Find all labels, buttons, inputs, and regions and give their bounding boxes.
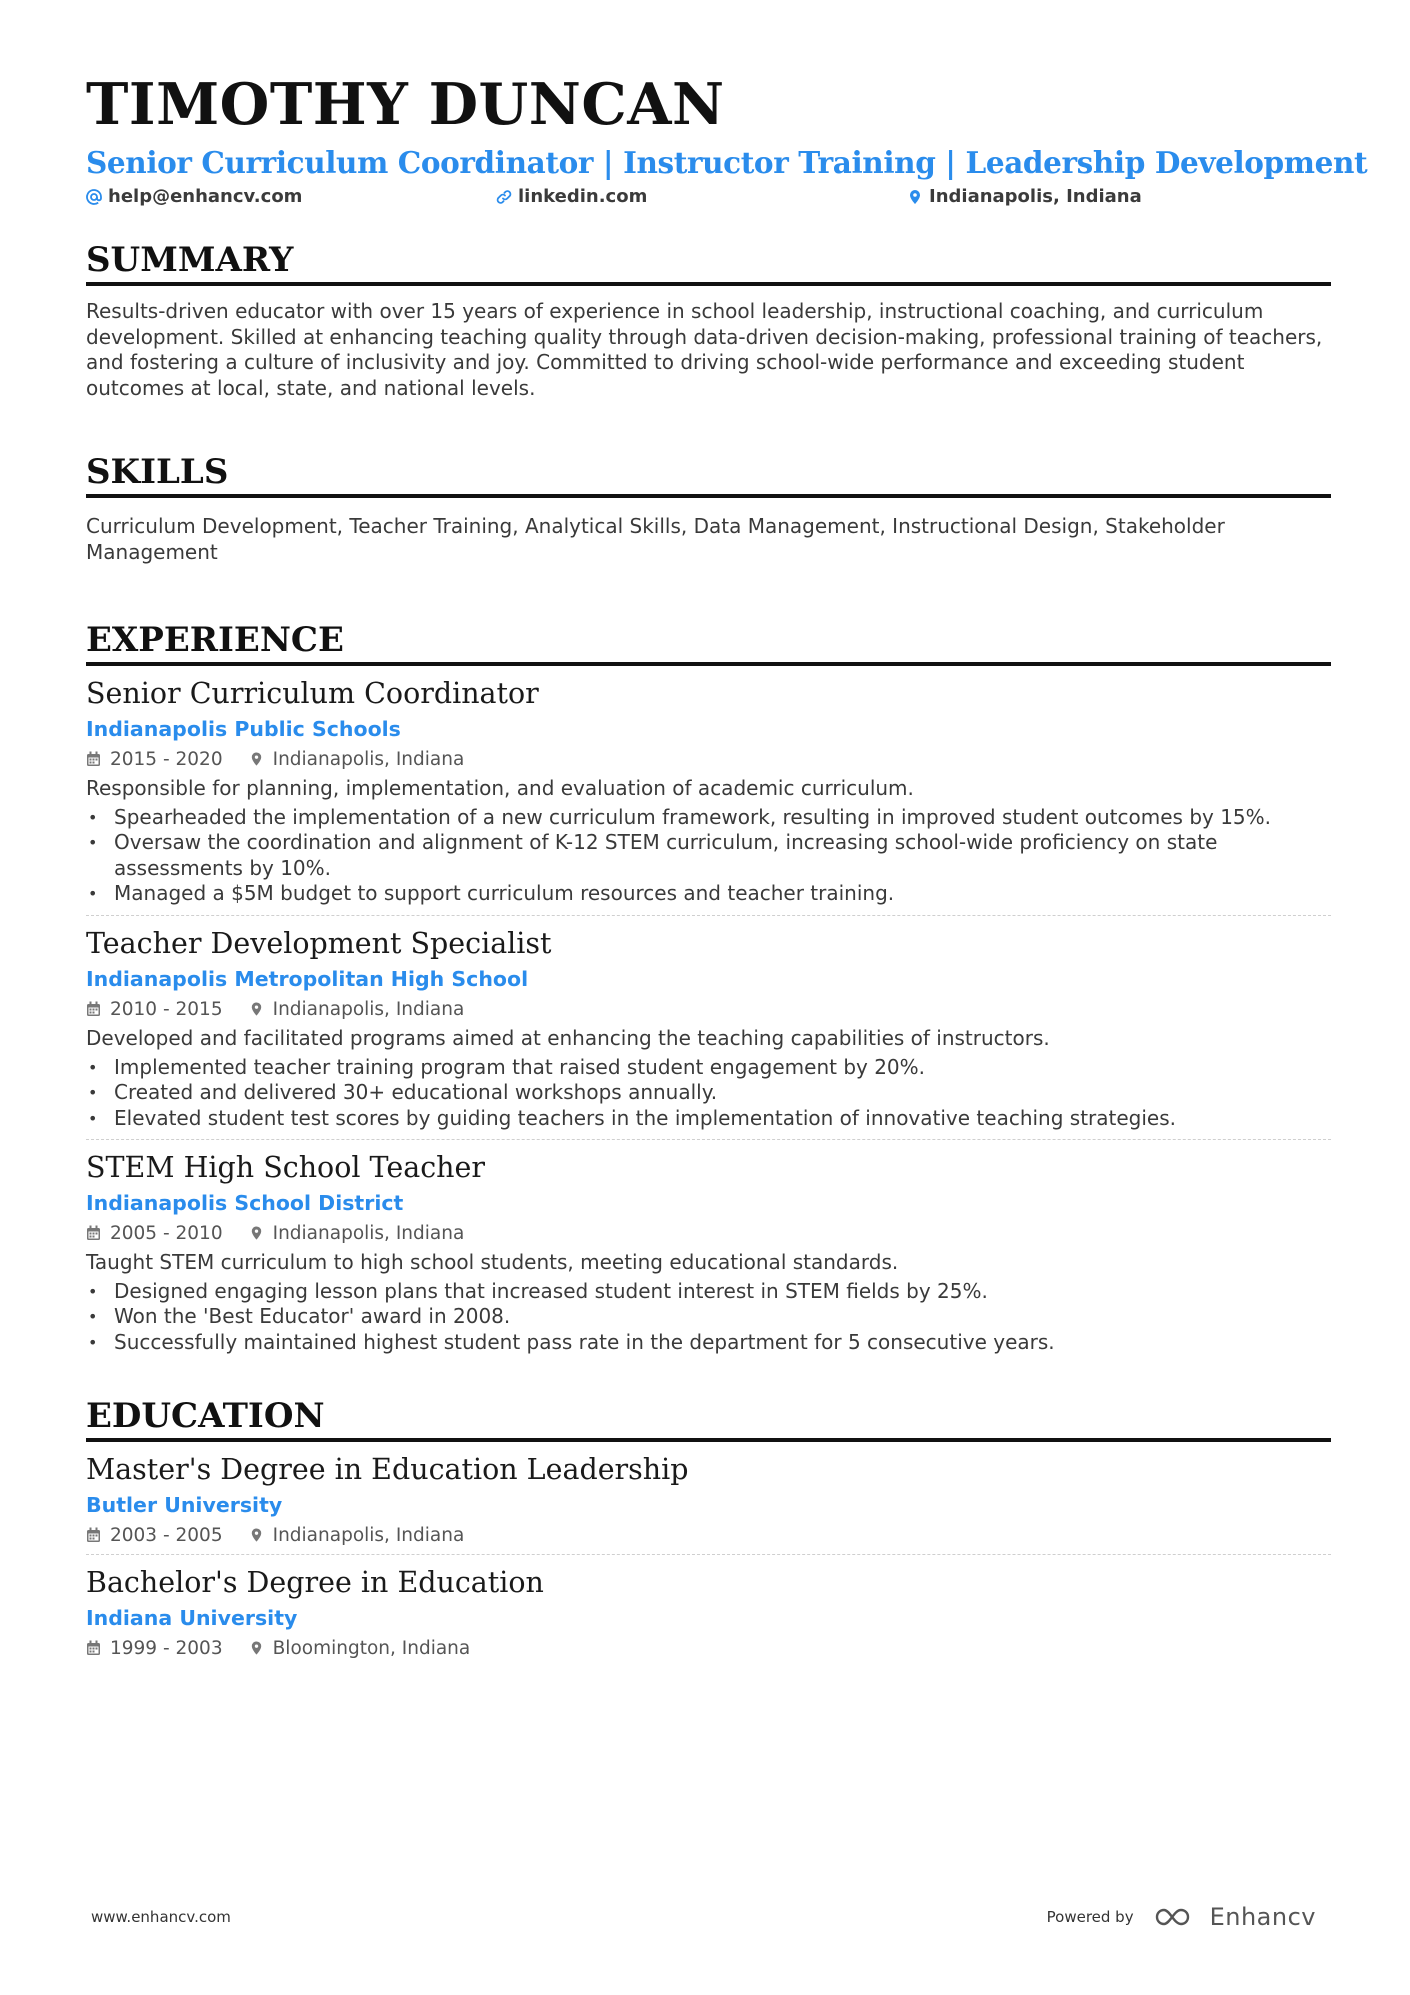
entry-location-text: Indianapolis, Indiana <box>272 748 465 770</box>
entry-location-text: Indianapolis, Indiana <box>272 1524 465 1546</box>
achievement-item: • Created and delivered 30+ educational workshops annually. <box>86 1080 1331 1106</box>
calendar-icon <box>86 1225 101 1241</box>
education-heading: EDUCATION <box>86 1397 1331 1442</box>
brand-name: Enhancv <box>1209 1903 1316 1931</box>
entry-dates-text: 2015 - 2020 <box>110 748 223 770</box>
calendar-icon <box>86 1527 101 1543</box>
entry-dates-text: 2005 - 2010 <box>110 1222 223 1244</box>
entry-description: Responsible for planning, implementation, and evaluation of academic curriculum. <box>86 775 914 800</box>
entry-dates <box>86 1638 223 1659</box>
entry-meta <box>86 1638 1331 1659</box>
calendar-icon <box>86 751 101 767</box>
achievement-item: • Designed engaging lesson plans that increased student interest in STEM fields by 25%. <box>86 1279 1331 1305</box>
entry-dates-text: 1999 - 2003 <box>110 1637 223 1659</box>
candidate-name: TIMOTHY DUNCAN <box>86 71 725 138</box>
achievement-item: • Oversaw the coordination and alignment of K-12 STEM curriculum, increasing school-wide proficiency on state assessments by 10%. <box>86 830 1331 881</box>
achievement-item: • Successfully maintained highest student pass rate in the department for 5 consecutive years. <box>86 1330 1331 1356</box>
summary-heading: SUMMARY <box>86 241 1331 286</box>
summary-text: Results-driven educator with over 15 years of experience in school leadership, instructional coaching, and curriculum development. Skilled at enhancing teaching quality through data-driven decision-making, professional training of teachers, and fostering a culture of inclusivity and joy. Committed to driving school-wide performance and exceeding student outcomes at local, state, and national levels. <box>86 299 1323 400</box>
location-pin-icon <box>249 1640 264 1656</box>
contact-email-text: help@enhancv.com <box>108 186 303 207</box>
skills-heading: SKILLS <box>86 453 1331 498</box>
entry-location <box>249 1223 465 1244</box>
powered-by <box>1047 1903 1316 1931</box>
education-section <box>86 1397 1331 1666</box>
contact-email[interactable] <box>86 186 496 207</box>
achievement-item: • Spearheaded the implementation of a new curriculum framework, resulting in improved student outcomes by 15%. <box>86 805 1331 831</box>
achievement-item: • Managed a $5M budget to support curriculum resources and teacher training. <box>86 881 1331 907</box>
location-pin-icon <box>907 189 923 205</box>
entry-location <box>249 999 465 1020</box>
job-title: Senior Curriculum Coordinator <box>86 677 539 711</box>
skills-section <box>86 453 1331 565</box>
brand-logo[interactable] <box>1154 1903 1316 1931</box>
at-sign-icon <box>86 189 102 205</box>
education-entry <box>86 1442 1331 1554</box>
achievement-list <box>86 1055 1331 1132</box>
contact-linkedin[interactable] <box>496 186 907 207</box>
achievement-item: • Elevated student test scores by guiding teachers in the implementation of innovative teaching strategies. <box>86 1106 1331 1132</box>
education-entry <box>86 1554 1331 1667</box>
degree-title: Bachelor's Degree in Education <box>86 1565 544 1599</box>
powered-by-label: Powered by <box>1046 1908 1134 1926</box>
entry-dates <box>86 1223 223 1244</box>
job-title: STEM High School Teacher <box>86 1151 485 1185</box>
experience-section <box>86 621 1331 1363</box>
employer-name: Indianapolis School District <box>86 1190 404 1215</box>
entry-dates-text: 2003 - 2005 <box>110 1524 223 1546</box>
page-footer <box>91 1902 1316 1932</box>
calendar-icon <box>86 1640 101 1656</box>
location-pin-icon <box>249 1225 264 1241</box>
location-pin-icon <box>249 1527 264 1543</box>
experience-entry <box>86 666 1331 915</box>
contact-location-text: Indianapolis, Indiana <box>929 186 1142 207</box>
entry-dates <box>86 999 223 1020</box>
entry-location <box>249 749 465 770</box>
entry-location-text: Bloomington, Indiana <box>272 1637 471 1659</box>
entry-description: Developed and facilitated programs aimed at enhancing the teaching capabilities of instructors. <box>86 1025 1050 1050</box>
contact-linkedin-text: linkedin.com <box>518 186 648 207</box>
resume-page <box>86 71 1368 1667</box>
skills-text: Curriculum Development, Teacher Training, Analytical Skills, Data Management, Instructional Design, Stakeholder Management <box>86 514 1225 564</box>
entry-location-text: Indianapolis, Indiana <box>272 998 465 1020</box>
entry-location <box>249 1638 471 1659</box>
link-icon <box>496 189 512 205</box>
achievement-item: • Implemented teacher training program that raised student engagement by 20%. <box>86 1055 1331 1081</box>
entry-meta <box>86 999 1331 1020</box>
achievement-item: • Won the 'Best Educator' award in 2008. <box>86 1304 1331 1330</box>
entry-dates-text: 2010 - 2015 <box>110 998 223 1020</box>
employer-name: Indianapolis Public Schools <box>86 716 401 741</box>
entry-dates <box>86 1525 223 1546</box>
entry-dates <box>86 749 223 770</box>
experience-heading: EXPERIENCE <box>86 621 1331 666</box>
calendar-icon <box>86 1001 101 1017</box>
school-name: Butler University <box>86 1492 283 1517</box>
job-title: Teacher Development Specialist <box>86 926 552 960</box>
footer-url[interactable]: www.enhancv.com <box>91 1908 231 1926</box>
achievement-list <box>86 805 1331 907</box>
achievement-list <box>86 1279 1331 1356</box>
entry-description: Taught STEM curriculum to high school students, meeting educational standards. <box>86 1249 899 1274</box>
entry-meta <box>86 749 1331 770</box>
entry-location <box>249 1525 465 1546</box>
degree-title: Master's Degree in Education Leadership <box>86 1453 689 1487</box>
school-name: Indiana University <box>86 1605 298 1630</box>
employer-name: Indianapolis Metropolitan High School <box>86 966 529 991</box>
candidate-title: Senior Curriculum Coordinator | Instructor Training | Leadership Development <box>86 145 1368 180</box>
location-pin-icon <box>249 1001 264 1017</box>
entry-meta <box>86 1223 1331 1244</box>
experience-entry <box>86 915 1331 1139</box>
contact-bar <box>86 186 1331 207</box>
experience-entry <box>86 1139 1331 1363</box>
summary-section <box>86 241 1331 401</box>
entry-meta <box>86 1525 1331 1546</box>
entry-location-text: Indianapolis, Indiana <box>272 1222 465 1244</box>
enhancv-logo-icon <box>1154 1905 1200 1929</box>
contact-location <box>907 186 1142 207</box>
location-pin-icon <box>249 751 264 767</box>
